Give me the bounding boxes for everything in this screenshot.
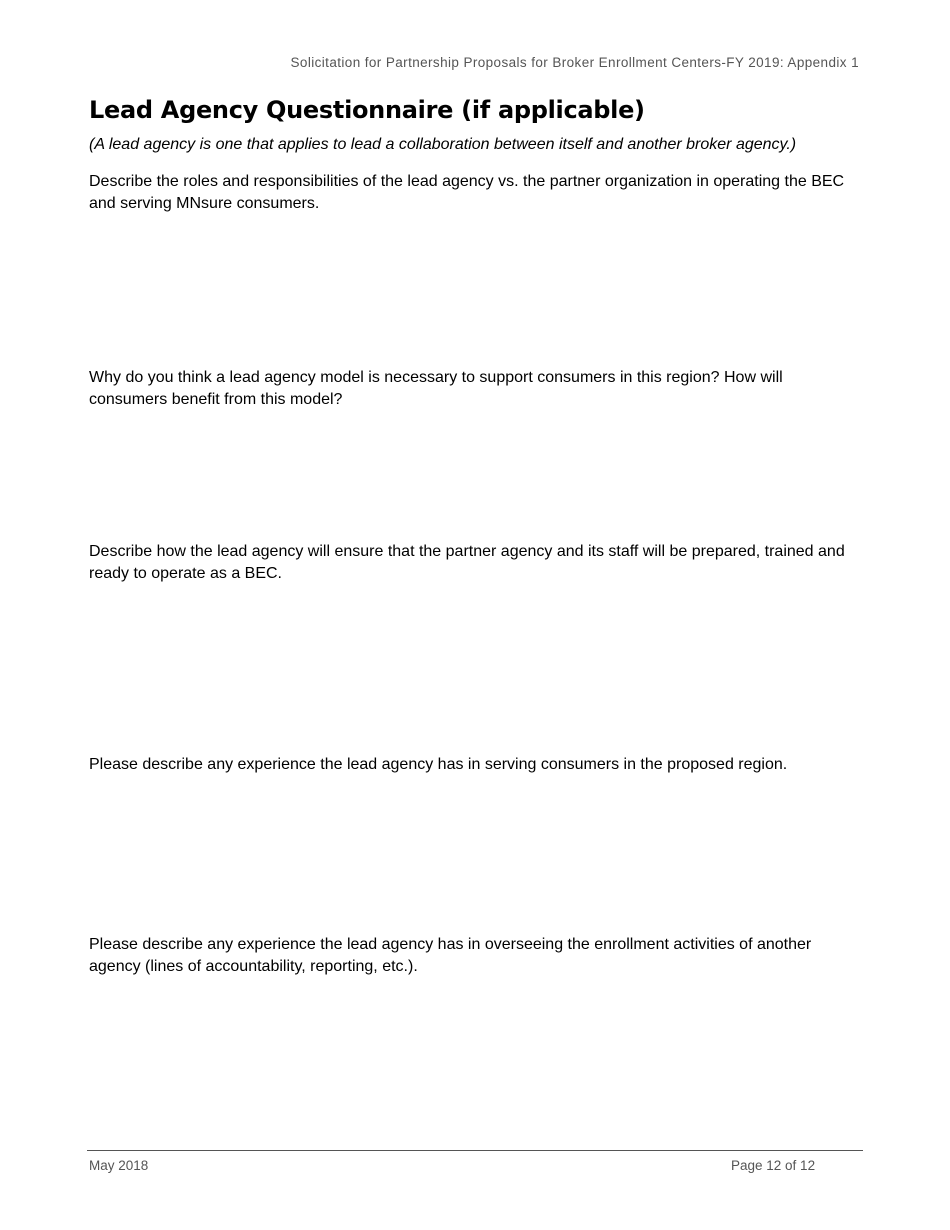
section-title: Lead Agency Questionnaire (if applicable) <box>89 96 645 124</box>
question-lead-agency-necessity: Why do you think a lead agency model is necessary to support consumers in this region? How will consumers benefit from this model? <box>89 369 783 408</box>
footer-page-number: Page 12 of 12 <box>731 1158 816 1173</box>
section-subtitle: (A lead agency is one that applies to lead a collaboration between itself and another broker agency.) <box>89 136 797 153</box>
question-regional-experience: Please describe any experience the lead agency has in serving consumers in the proposed region. <box>89 756 788 773</box>
footer-divider <box>87 1150 863 1151</box>
running-header: Solicitation for Partnership Proposals for Broker Enrollment Centers-FY 2019: Appendix 1 <box>290 55 859 70</box>
footer-date: May 2018 <box>89 1158 149 1173</box>
question-partner-preparation: Describe how the lead agency will ensure that the partner agency and its staff will be prepared, trained and ready to operate as a BEC. <box>89 543 845 582</box>
question-roles-responsibilities: Describe the roles and responsibilities of the lead agency vs. the partner organization in operating the BEC and serving MNsure consumers. <box>89 173 845 212</box>
question-oversight-experience: Please describe any experience the lead agency has in overseeing the enrollment activities of another agency (lines of accountability, reporting, etc.). <box>89 936 812 975</box>
